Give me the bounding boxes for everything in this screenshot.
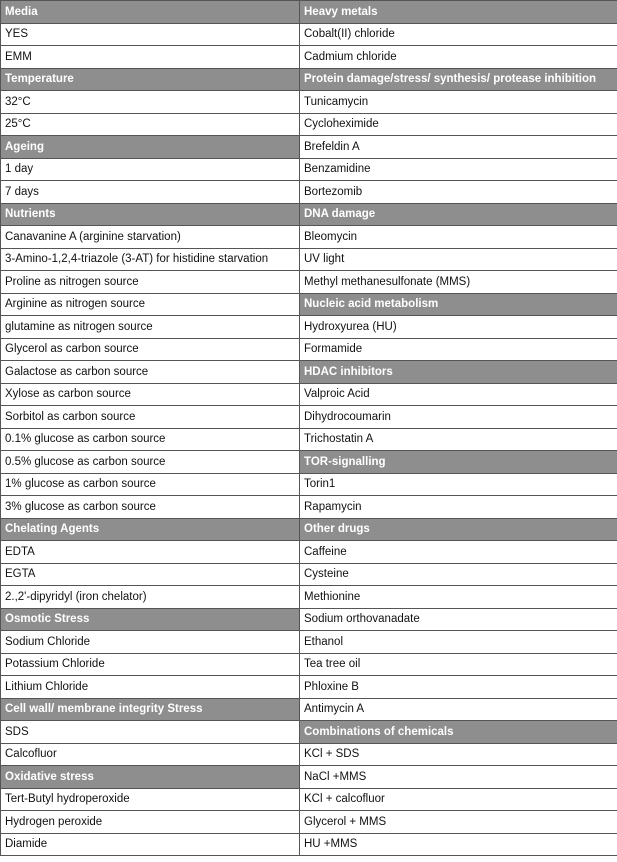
table-row — [1, 46, 617, 69]
table-cell: Sodium orthovanadate — [300, 608, 617, 631]
table-cell: 3-Amino-1,2,4-triazole (3-AT) for histidine starvation — [1, 248, 300, 271]
table-cell: Sodium Chloride — [1, 631, 300, 654]
table-row — [1, 451, 617, 474]
table-row — [1, 293, 617, 316]
table-cell: 1 day — [1, 158, 300, 181]
table-cell: Tea tree oil — [300, 653, 617, 676]
table-row — [1, 631, 617, 654]
category-header-cell: Nucleic acid metabolism — [300, 293, 617, 316]
category-header-cell: Nutrients — [1, 203, 300, 226]
table-row — [1, 788, 617, 811]
table-row — [1, 23, 617, 46]
table-row — [1, 226, 617, 249]
table-cell: 25°C — [1, 113, 300, 136]
table-cell: Methyl methanesulfonate (MMS) — [300, 271, 617, 294]
category-header-cell: Oxidative stress — [1, 766, 300, 789]
category-header-cell: Ageing — [1, 136, 300, 159]
category-header-cell: Media — [1, 1, 300, 24]
table-row — [1, 113, 617, 136]
category-header-cell: Temperature — [1, 68, 300, 91]
table-cell: Dihydrocoumarin — [300, 406, 617, 429]
table-cell: 1% glucose as carbon source — [1, 473, 300, 496]
table-cell: Cysteine — [300, 563, 617, 586]
table-row — [1, 1, 617, 24]
table-cell: 7 days — [1, 181, 300, 204]
table-cell: NaCl +MMS — [300, 766, 617, 789]
table-row — [1, 698, 617, 721]
table-row — [1, 181, 617, 204]
table-cell: UV light — [300, 248, 617, 271]
table-cell: Glycerol as carbon source — [1, 338, 300, 361]
table-row — [1, 766, 617, 789]
table-cell: Diamide — [1, 833, 300, 856]
table-row — [1, 338, 617, 361]
table-row — [1, 496, 617, 519]
table-cell: Cadmium chloride — [300, 46, 617, 69]
table-cell: 0.1% glucose as carbon source — [1, 428, 300, 451]
category-header-cell: Osmotic Stress — [1, 608, 300, 631]
conditions-table-body — [1, 1, 617, 856]
table-row — [1, 518, 617, 541]
table-cell: Formamide — [300, 338, 617, 361]
table-cell: Rapamycin — [300, 496, 617, 519]
table-row — [1, 271, 617, 294]
table-cell: glutamine as nitrogen source — [1, 316, 300, 339]
table-row — [1, 473, 617, 496]
table-row — [1, 316, 617, 339]
table-row — [1, 563, 617, 586]
table-row — [1, 833, 617, 856]
table-cell: Methionine — [300, 586, 617, 609]
table-row — [1, 676, 617, 699]
table-cell: Brefeldin A — [300, 136, 617, 159]
table-cell: Ethanol — [300, 631, 617, 654]
table-cell: Potassium Chloride — [1, 653, 300, 676]
table-row — [1, 428, 617, 451]
table-row — [1, 361, 617, 384]
table-cell: Sorbitol as carbon source — [1, 406, 300, 429]
table-row — [1, 91, 617, 114]
table-cell: YES — [1, 23, 300, 46]
table-cell: Trichostatin A — [300, 428, 617, 451]
table-row — [1, 158, 617, 181]
table-row — [1, 406, 617, 429]
category-header-cell: TOR-signalling — [300, 451, 617, 474]
table-cell: SDS — [1, 721, 300, 744]
table-cell: EGTA — [1, 563, 300, 586]
table-cell: Torin1 — [300, 473, 617, 496]
table-row — [1, 68, 617, 91]
table-row — [1, 541, 617, 564]
table-cell: Benzamidine — [300, 158, 617, 181]
table-row — [1, 136, 617, 159]
table-cell: 2.,2'-dipyridyl (iron chelator) — [1, 586, 300, 609]
category-header-cell: Protein damage/stress/ synthesis/ protease inhibition — [300, 68, 617, 91]
table-row — [1, 203, 617, 226]
table-cell: Phloxine B — [300, 676, 617, 699]
table-cell: Lithium Chloride — [1, 676, 300, 699]
table-cell: Arginine as nitrogen source — [1, 293, 300, 316]
category-header-cell: Chelating Agents — [1, 518, 300, 541]
table-cell: KCl + SDS — [300, 743, 617, 766]
table-cell: Calcofluor — [1, 743, 300, 766]
table-row — [1, 721, 617, 744]
table-row — [1, 811, 617, 834]
category-header-cell: Combinations of chemicals — [300, 721, 617, 744]
table-cell: Glycerol + MMS — [300, 811, 617, 834]
category-header-cell: Other drugs — [300, 518, 617, 541]
table-row — [1, 586, 617, 609]
table-cell: Valproic Acid — [300, 383, 617, 406]
table-cell: EDTA — [1, 541, 300, 564]
table-cell: Antimycin A — [300, 698, 617, 721]
table-cell: Hydroxyurea (HU) — [300, 316, 617, 339]
table-cell: Bortezomib — [300, 181, 617, 204]
table-cell: Proline as nitrogen source — [1, 271, 300, 294]
table-cell: 3% glucose as carbon source — [1, 496, 300, 519]
table-cell: Galactose as carbon source — [1, 361, 300, 384]
table-cell: 32°C — [1, 91, 300, 114]
table-row — [1, 608, 617, 631]
table-cell: Bleomycin — [300, 226, 617, 249]
category-header-cell: DNA damage — [300, 203, 617, 226]
table-row — [1, 248, 617, 271]
category-header-cell: Heavy metals — [300, 1, 617, 24]
table-row — [1, 653, 617, 676]
table-cell: KCl + calcofluor — [300, 788, 617, 811]
table-cell: 0.5% glucose as carbon source — [1, 451, 300, 474]
table-row — [1, 383, 617, 406]
category-header-cell: Cell wall/ membrane integrity Stress — [1, 698, 300, 721]
table-cell: HU +MMS — [300, 833, 617, 856]
table-cell: Tert-Butyl hydroperoxide — [1, 788, 300, 811]
table-cell: Xylose as carbon source — [1, 383, 300, 406]
table-row — [1, 743, 617, 766]
table-cell: Canavanine A (arginine starvation) — [1, 226, 300, 249]
table-cell: Cycloheximide — [300, 113, 617, 136]
category-header-cell: HDAC inhibitors — [300, 361, 617, 384]
table-cell: Caffeine — [300, 541, 617, 564]
table-cell: Hydrogen peroxide — [1, 811, 300, 834]
table-cell: Cobalt(II) chloride — [300, 23, 617, 46]
table-cell: EMM — [1, 46, 300, 69]
table-cell: Tunicamycin — [300, 91, 617, 114]
